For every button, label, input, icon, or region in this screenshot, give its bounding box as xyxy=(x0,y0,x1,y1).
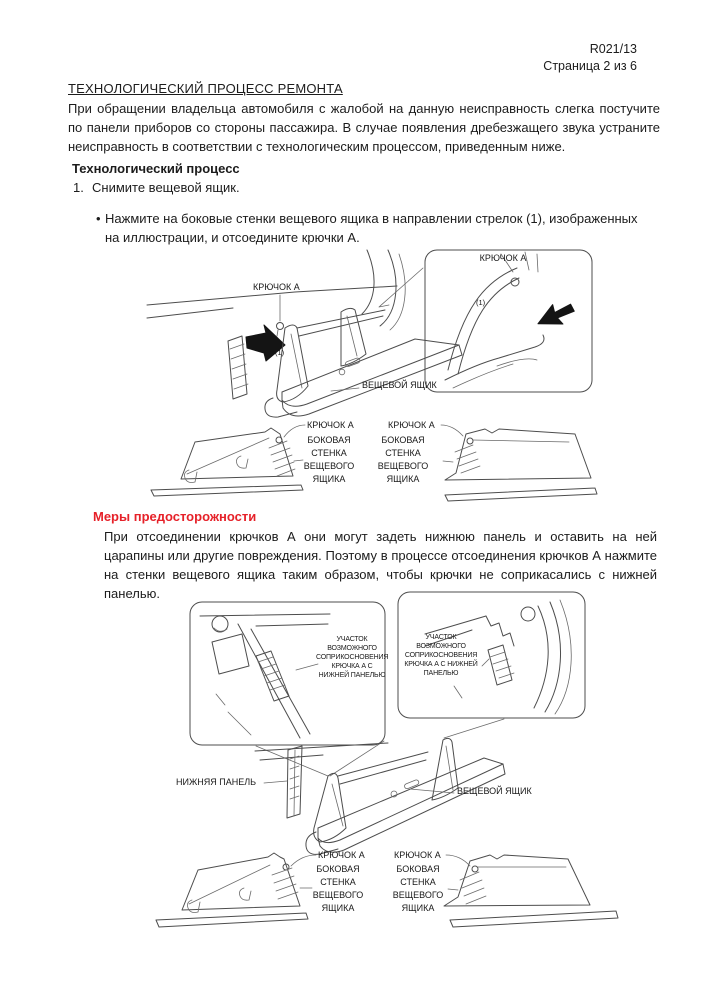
document-title: ТЕХНОЛОГИЧЕСКИЙ ПРОЦЕСС РЕМОНТА xyxy=(68,81,343,96)
step-number: 1. xyxy=(73,180,84,195)
contact-area-label-left: УЧАСТОК ВОЗМОЖНОГО СОПРИКОСНОВЕНИЯ КРЮЧКА А С НИЖНЕЙ ПАНЕЛЬЮ xyxy=(316,636,389,679)
glove-box-body xyxy=(265,308,462,417)
arrow-ref-inset: (1) xyxy=(476,298,486,307)
side-wall-view-left xyxy=(151,428,303,496)
process-heading: Технологический процесс xyxy=(72,161,240,176)
hook-a-label-bl2: КРЮЧОК А xyxy=(318,850,365,860)
page-header xyxy=(543,41,637,75)
caution-paragraph: При отсоединении крючков А они могут задеть нижнюю панель и оставить на ней царапины или другие повреждения. Поэтому в процессе отсоединения крючков А нажмите на стенки вещевого ящика таким образом, чтобы крючки не соприкасались с нижней панелью. xyxy=(104,529,657,601)
arrow-ref-main: (1) xyxy=(275,348,285,357)
caution-heading: Меры предосторожности xyxy=(93,509,257,524)
page-indicator: Страница 2 из 6 xyxy=(543,59,637,73)
step-text: Снимите вещевой ящик. xyxy=(92,180,240,195)
hook-a-label-bl: КРЮЧОК А xyxy=(307,420,354,430)
glovebox-removal-drawing xyxy=(145,248,600,506)
hook-a-label-main: КРЮЧОК А xyxy=(253,282,300,292)
hook-a-label-br: КРЮЧОК А xyxy=(388,420,435,430)
side-wall-label-br2: БОКОВАЯ СТЕНКА ВЕЩЕВОГО ЯЩИКА xyxy=(392,864,444,913)
panel-cut-edge xyxy=(228,336,248,399)
step-1 xyxy=(73,180,240,195)
side-wall-view-right xyxy=(445,429,597,501)
bullet-marker: • xyxy=(96,211,101,226)
contact-area-label-right: УЧАСТОК ВОЗМОЖНОГО СОПРИКОСНОВЕНИЯ КРЮЧКА А С НИЖНЕЙ ПАНЕЛЬЮ xyxy=(404,634,478,677)
glove-box-leader xyxy=(331,388,359,391)
hook-a-label-br2: КРЮЧОК А xyxy=(394,850,441,860)
lower-panel-label: НИЖНЯЯ ПАНЕЛЬ xyxy=(176,777,257,787)
hook-a-marker xyxy=(277,295,284,336)
glove-box-label: ВЕЩЕВОЙ ЯЩИК xyxy=(362,380,437,390)
side-wall-label-bl2: БОКОВАЯ СТЕНКА ВЕЩЕВОГО ЯЩИКА xyxy=(312,864,364,913)
inset-callout-lines xyxy=(256,719,504,776)
bullet-item xyxy=(96,209,652,247)
glove-box-label2: ВЕЩЕВОЙ ЯЩИК xyxy=(457,786,532,796)
hook-detail-inset xyxy=(425,250,592,392)
hook-a-label-inset: КРЮЧОК А xyxy=(479,253,527,263)
figure-contact-area xyxy=(148,588,638,940)
intro-paragraph: При обращении владельца автомобиля с жалобой на данную неисправность слегка постучите по панели приборов со стороны пассажира. В случае появления дребезжащего звука устраните неисправность в соответствии с технологическим процессом, приведенным ниже. xyxy=(68,101,660,154)
doc-number: R021/13 xyxy=(589,42,637,56)
bullet-text: Нажмите на боковые стенки вещевого ящика в направлении стрелок (1), изображенных на иллюстрации, и отсоедините крючки А. xyxy=(105,211,638,245)
side-wall-label-bl: БОКОВАЯ СТЕНКА ВЕЩЕВОГО ЯЩИКА xyxy=(303,435,355,484)
figure-glovebox-removal xyxy=(145,248,600,506)
side-wall-label-br: БОКОВАЯ СТЕНКА ВЕЩЕВОГО ЯЩИКА xyxy=(377,435,429,484)
side-wall-view-left2 xyxy=(156,853,308,927)
inset-callout-line xyxy=(379,268,423,307)
